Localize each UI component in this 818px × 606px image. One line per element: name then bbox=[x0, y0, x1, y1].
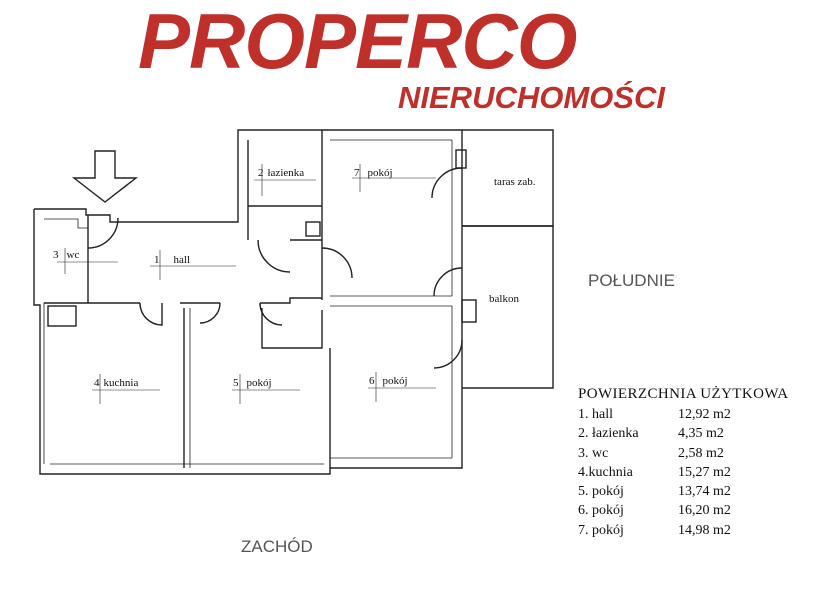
door-arc bbox=[140, 303, 162, 325]
area-title: POWIERZCHNIA UŻYTKOWA bbox=[578, 386, 789, 402]
door-arc bbox=[200, 303, 220, 323]
room-label-pokoj-6: 6 pokój bbox=[369, 375, 408, 387]
area-value: 2,58 m2 bbox=[678, 445, 724, 461]
area-name: 2. łazienka bbox=[578, 426, 639, 442]
door-arc bbox=[432, 168, 462, 198]
area-name: 3. wc bbox=[578, 445, 609, 461]
shaft bbox=[306, 222, 320, 236]
room-label-lazienka: 2 łazienka bbox=[258, 167, 305, 179]
area-table bbox=[578, 386, 814, 540]
shaft bbox=[462, 300, 476, 322]
area-name: 5. pokój bbox=[578, 484, 624, 500]
area-row bbox=[578, 501, 814, 520]
area-name: 4.kuchnia bbox=[578, 464, 633, 480]
room-label-taras: taras zab. bbox=[494, 176, 536, 188]
area-value: 13,74 m2 bbox=[678, 484, 731, 500]
door-arc bbox=[434, 340, 462, 368]
area-row bbox=[578, 444, 814, 463]
door-arc bbox=[260, 303, 282, 325]
door-arc bbox=[434, 268, 462, 296]
area-row bbox=[578, 424, 814, 443]
area-name: 6. pokój bbox=[578, 503, 624, 519]
area-name: 7. pokój bbox=[578, 522, 624, 538]
brand-tagline: NIERUCHOMOŚCI bbox=[398, 80, 665, 115]
door-arc bbox=[258, 240, 290, 272]
room-label-pokoj-7: 7 pokój bbox=[354, 167, 393, 179]
room-label-wc: 3 wc bbox=[53, 249, 80, 261]
area-value: 15,27 m2 bbox=[678, 464, 731, 480]
room-label-kuchnia: 4 kuchnia bbox=[94, 377, 139, 389]
room-label-balkon: balkon bbox=[489, 293, 519, 305]
area-value: 16,20 m2 bbox=[678, 503, 731, 519]
area-value: 14,98 m2 bbox=[678, 522, 731, 538]
room-label-pokoj-5: 5 pokój bbox=[233, 377, 272, 389]
room-label-hall: 1 hall bbox=[154, 254, 190, 266]
direction-west: ZACHÓD bbox=[241, 537, 313, 556]
area-value: 12,92 m2 bbox=[678, 407, 731, 422]
brand-name: PROPERCO bbox=[138, 0, 577, 85]
area-row bbox=[578, 482, 814, 501]
area-row bbox=[578, 463, 814, 482]
shaft bbox=[456, 150, 466, 168]
wall bbox=[262, 308, 322, 348]
area-row bbox=[578, 521, 814, 540]
area-value: 4,35 m2 bbox=[678, 426, 724, 442]
direction-south: POŁUDNIE bbox=[588, 271, 675, 290]
wall bbox=[260, 298, 322, 303]
shaft bbox=[48, 306, 76, 326]
entry-arrow-icon bbox=[74, 151, 136, 202]
area-rows bbox=[578, 405, 814, 540]
door-arc bbox=[322, 248, 352, 278]
area-row bbox=[578, 405, 814, 424]
area-name: 1. hall bbox=[578, 407, 613, 422]
